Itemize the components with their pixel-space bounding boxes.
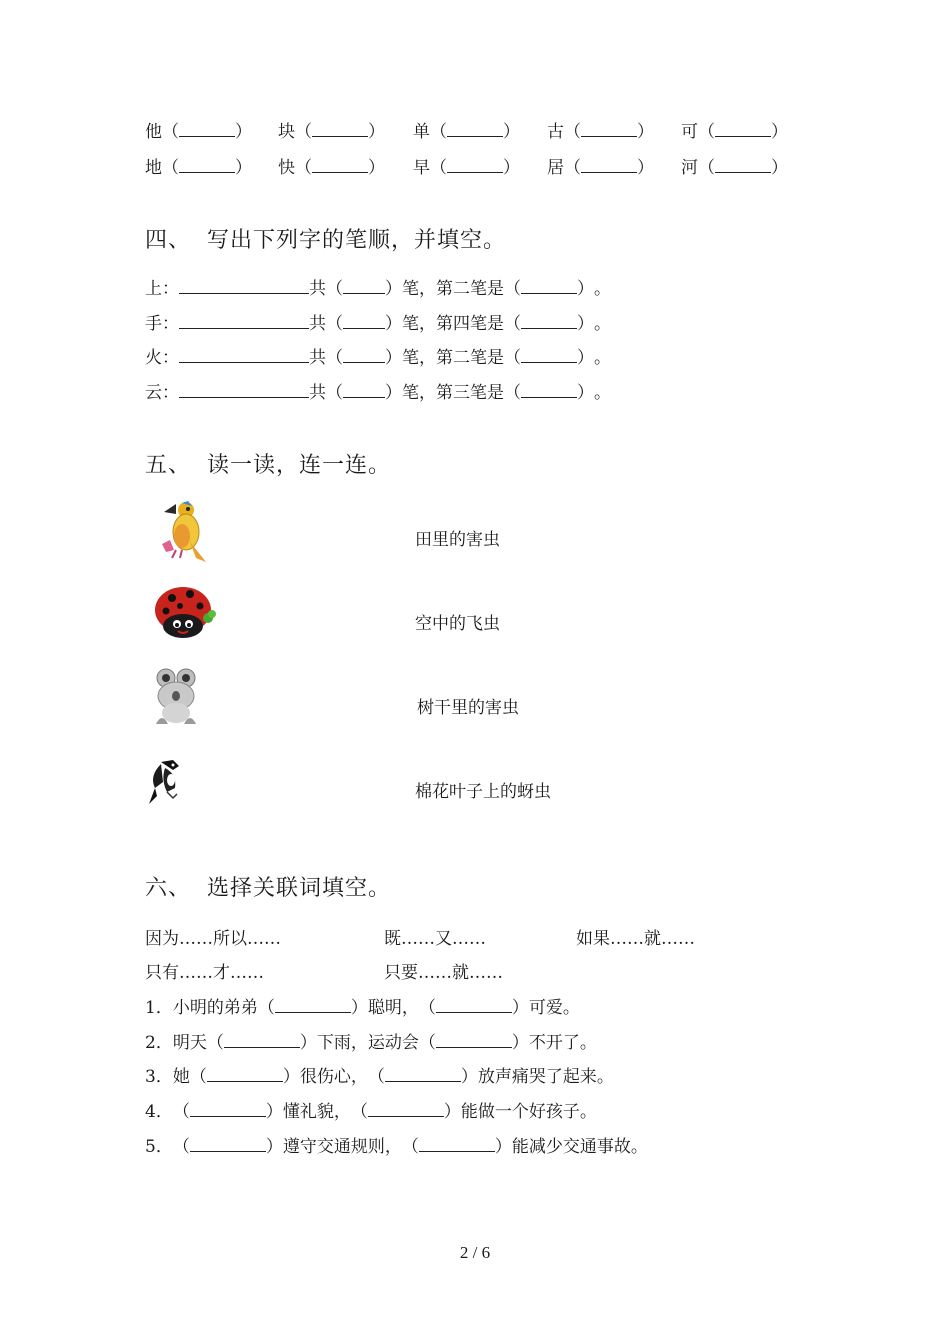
section4-heading: 四、 写出下列字的笔顺，并填空。	[145, 228, 507, 253]
conjunction-option: 既……又……	[384, 929, 486, 949]
word-item: 快（ ）	[278, 158, 385, 178]
stroke-order-blank[interactable]	[179, 278, 309, 294]
stroke-row: 手： 共（ ）笔，第四笔是（ ）。	[145, 314, 611, 334]
bird-icon[interactable]	[156, 500, 208, 566]
page-number: 2 / 6	[459, 1243, 491, 1262]
stroke-row: 上： 共（ ）笔，第二笔是（ ）。	[145, 279, 611, 299]
stroke-count-blank[interactable]	[343, 278, 385, 294]
question-item: 3．她（ ）很伤心，（ ）放声痛哭了起来。	[145, 1067, 614, 1087]
stroke-answer-blank[interactable]	[521, 278, 577, 294]
stroke-count-blank[interactable]	[343, 313, 385, 329]
answer-blank[interactable]	[368, 1101, 444, 1117]
answer-blank[interactable]	[436, 997, 512, 1013]
word-item: 他（ ）	[145, 122, 252, 142]
question-item: 1．小明的弟弟（ ）聪明，（ ）可爱。	[145, 998, 580, 1018]
answer-blank[interactable]	[581, 121, 637, 137]
word-item: 居（ ）	[547, 158, 654, 178]
match-label[interactable]: 空中的飞虫	[415, 614, 500, 634]
question-item: 2．明天（ ）下雨，运动会（ ）不开了。	[145, 1033, 597, 1053]
stroke-order-blank[interactable]	[179, 382, 309, 398]
match-label[interactable]: 棉花叶子上的蚜虫	[415, 782, 551, 802]
answer-blank[interactable]	[419, 1136, 495, 1152]
answer-blank[interactable]	[447, 121, 503, 137]
answer-blank[interactable]	[190, 1101, 266, 1117]
answer-blank[interactable]	[190, 1136, 266, 1152]
answer-blank[interactable]	[207, 1066, 283, 1082]
question-item: 4．（ ）懂礼貌，（ ）能做一个好孩子。	[145, 1102, 597, 1122]
stroke-order-blank[interactable]	[179, 347, 309, 363]
answer-blank[interactable]	[385, 1066, 461, 1082]
match-label[interactable]: 田里的害虫	[415, 530, 500, 550]
stroke-row: 云： 共（ ）笔，第三笔是（ ）。	[145, 383, 611, 403]
word-item: 地（ ）	[145, 158, 252, 178]
answer-blank[interactable]	[224, 1032, 300, 1048]
stroke-row: 火： 共（ ）笔，第二笔是（ ）。	[145, 348, 611, 368]
answer-blank[interactable]	[715, 157, 771, 173]
question-item: 5．（ ）遵守交通规则，（ ）能减少交通事故。	[145, 1137, 648, 1157]
stroke-count-blank[interactable]	[343, 347, 385, 363]
word-item: 河（ ）	[681, 158, 788, 178]
stroke-order-blank[interactable]	[179, 313, 309, 329]
section5-heading: 五、 读一读，连一连。	[145, 453, 392, 478]
answer-blank[interactable]	[312, 121, 368, 137]
conjunction-option: 只要……就……	[384, 963, 503, 983]
answer-blank[interactable]	[275, 997, 351, 1013]
answer-blank[interactable]	[447, 157, 503, 173]
word-item: 块（ ）	[278, 122, 385, 142]
conjunction-option: 因为……所以……	[145, 929, 281, 949]
word-item: 早（ ）	[413, 158, 520, 178]
ladybug-icon[interactable]	[150, 584, 218, 642]
answer-blank[interactable]	[436, 1032, 512, 1048]
word-item: 可（ ）	[681, 122, 788, 142]
section6-heading: 六、 选择关联词填空。	[145, 876, 392, 901]
stroke-count-blank[interactable]	[343, 382, 385, 398]
stroke-answer-blank[interactable]	[521, 347, 577, 363]
frog-icon[interactable]	[150, 668, 202, 728]
answer-blank[interactable]	[581, 157, 637, 173]
answer-blank[interactable]	[179, 157, 235, 173]
stroke-answer-blank[interactable]	[521, 382, 577, 398]
match-label[interactable]: 树干里的害虫	[417, 698, 519, 718]
conjunction-option: 只有……才……	[145, 963, 264, 983]
stroke-answer-blank[interactable]	[521, 313, 577, 329]
magpie-icon[interactable]	[143, 758, 187, 806]
answer-blank[interactable]	[715, 121, 771, 137]
answer-blank[interactable]	[179, 121, 235, 137]
answer-blank[interactable]	[312, 157, 368, 173]
word-item: 古（ ）	[547, 122, 654, 142]
word-item: 单（ ）	[413, 122, 520, 142]
conjunction-option: 如果……就……	[576, 929, 695, 949]
